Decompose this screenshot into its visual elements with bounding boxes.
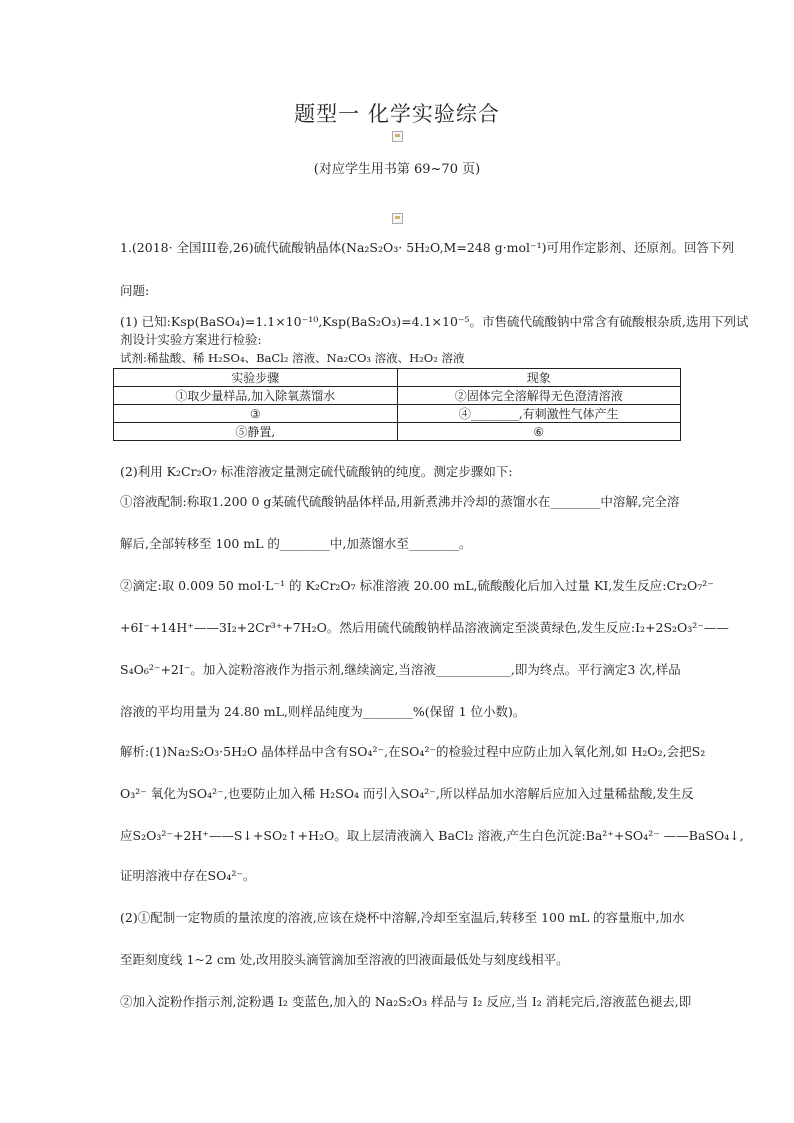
part2-line-3: 解后,全部转移至 100 mL 的________中,加蒸馏水至________。 xyxy=(120,536,472,551)
part2-line-7: 溶液的平均用量为 24.80 mL,则样品纯度为________%(保留 1 位小数)。 xyxy=(120,704,526,719)
table-header-cell: 现象 xyxy=(397,369,681,387)
part1-line-2: 剂设计实验方案进行检验: xyxy=(120,332,262,347)
page-subtitle: (对应学生用书第 69~70 页) xyxy=(313,162,481,177)
experiment-table xyxy=(113,368,681,441)
analysis-line-6: 至距刻度线 1~2 cm 处,改用胶头滴管滴加至溶液的凹液面最低处与刻度线相平。 xyxy=(120,952,569,967)
table-cell: ①取少量样品,加入除氧蒸馏水 xyxy=(114,387,398,405)
analysis-line-5: (2)①配制一定物质的量浓度的溶液,应该在烧杯中溶解,冷却至室温后,转移至 100 mL 的容量瓶中,加水 xyxy=(120,910,685,925)
analysis-line-4: 证明溶液中存在SO₄²⁻。 xyxy=(120,868,256,883)
analysis-line-2: O₃²⁻ 氧化为SO₄²⁻,也要防止加入稀 H₂SO₄ 而引入SO₄²⁻,所以样品加水溶解后应加入过量稀盐酸,发生反 xyxy=(120,786,694,801)
analysis-line-7: ②加入淀粉作指示剂,淀粉遇 I₂ 变蓝色,加入的 Na₂S₂O₃ 样品与 I₂ 反应,当 I₂ 消耗完后,溶液蓝色褪去,即 xyxy=(120,994,692,1009)
image-placeholder-icon xyxy=(392,213,403,224)
part2-line-4: ②滴定:取 0.009 50 mol·L⁻¹ 的 K₂Cr₂O₇ 标准溶液 20.00 mL,硫酸酸化后加入过量 KI,发生反应:Cr₂O₇²⁻ xyxy=(120,578,714,593)
analysis-line-3: 应S₂O₃²⁻+2H⁺——S↓+SO₂↑+H₂O。取上层清液滴入 BaCl₂ 溶液,产生白色沉淀:Ba²⁺+SO₄²⁻ ——BaSO₄↓, xyxy=(120,828,744,843)
image-placeholder-icon xyxy=(392,131,403,142)
part2-line-1: (2)利用 K₂Cr₂O₇ 标准溶液定量测定硫代硫酸钠的纯度。测定步骤如下: xyxy=(120,464,513,479)
page-title: 题型一 化学实验综合 xyxy=(294,102,500,126)
part2-line-6: S₄O₆²⁻+2I⁻。加入淀粉溶液作为指示剂,继续滴定,当溶液____________,即为终点。平行滴定3 次,样品 xyxy=(120,662,681,677)
table-cell: ⑥ xyxy=(397,423,681,441)
table-header-row xyxy=(114,369,681,387)
part2-line-2: ①溶液配制:称取1.200 0 g某硫代硫酸钠晶体样品,用新煮沸并冷却的蒸馏水在________中溶解,完全溶 xyxy=(120,494,680,509)
part2-line-5: +6I⁻+14H⁺——3I₂+2Cr³⁺+7H₂O。然后用硫代硫酸钠样品溶液滴定至淡黄绿色,发生反应:I₂+2S₂O₃²⁻—— xyxy=(120,620,729,635)
table-row xyxy=(114,387,681,405)
table-cell: ③ xyxy=(114,405,398,423)
analysis-line-1: 解析:(1)Na₂S₂O₃·5H₂O 晶体样品中含有SO₄²⁻,在SO₄²⁻的检验过程中应防止加入氧化剂,如 H₂O₂,会把S₂ xyxy=(120,744,706,759)
question-intro-line-1: 1.(2018· 全国III卷,26)硫代硫酸钠晶体(Na₂S₂O₃· 5H₂O,M=248 g·mol⁻¹)可用作定影剂、还原剂。回答下列 xyxy=(120,240,734,255)
table-header-cell: 实验步骤 xyxy=(114,369,398,387)
part1-line-1: (1) 已知:Ksp(BaSO₄)=1.1×10⁻¹⁰,Ksp(BaS₂O₃)=4.1×10⁻⁵。市售硫代硫酸钠中常含有硫酸根杂质,选用下列试 xyxy=(120,314,749,329)
table-cell: ⑤静置, xyxy=(114,423,398,441)
table-cell: ④________,有刺激性气体产生 xyxy=(397,405,681,423)
reagents-line: 试剂:稀盐酸、稀 H₂SO₄、BaCl₂ 溶液、Na₂CO₃ 溶液、H₂O₂ 溶液 xyxy=(120,351,465,365)
table-cell: ②固体完全溶解得无色澄清溶液 xyxy=(397,387,681,405)
question-intro-line-2: 问题: xyxy=(120,283,150,298)
table-row xyxy=(114,405,681,423)
table-row xyxy=(114,423,681,441)
